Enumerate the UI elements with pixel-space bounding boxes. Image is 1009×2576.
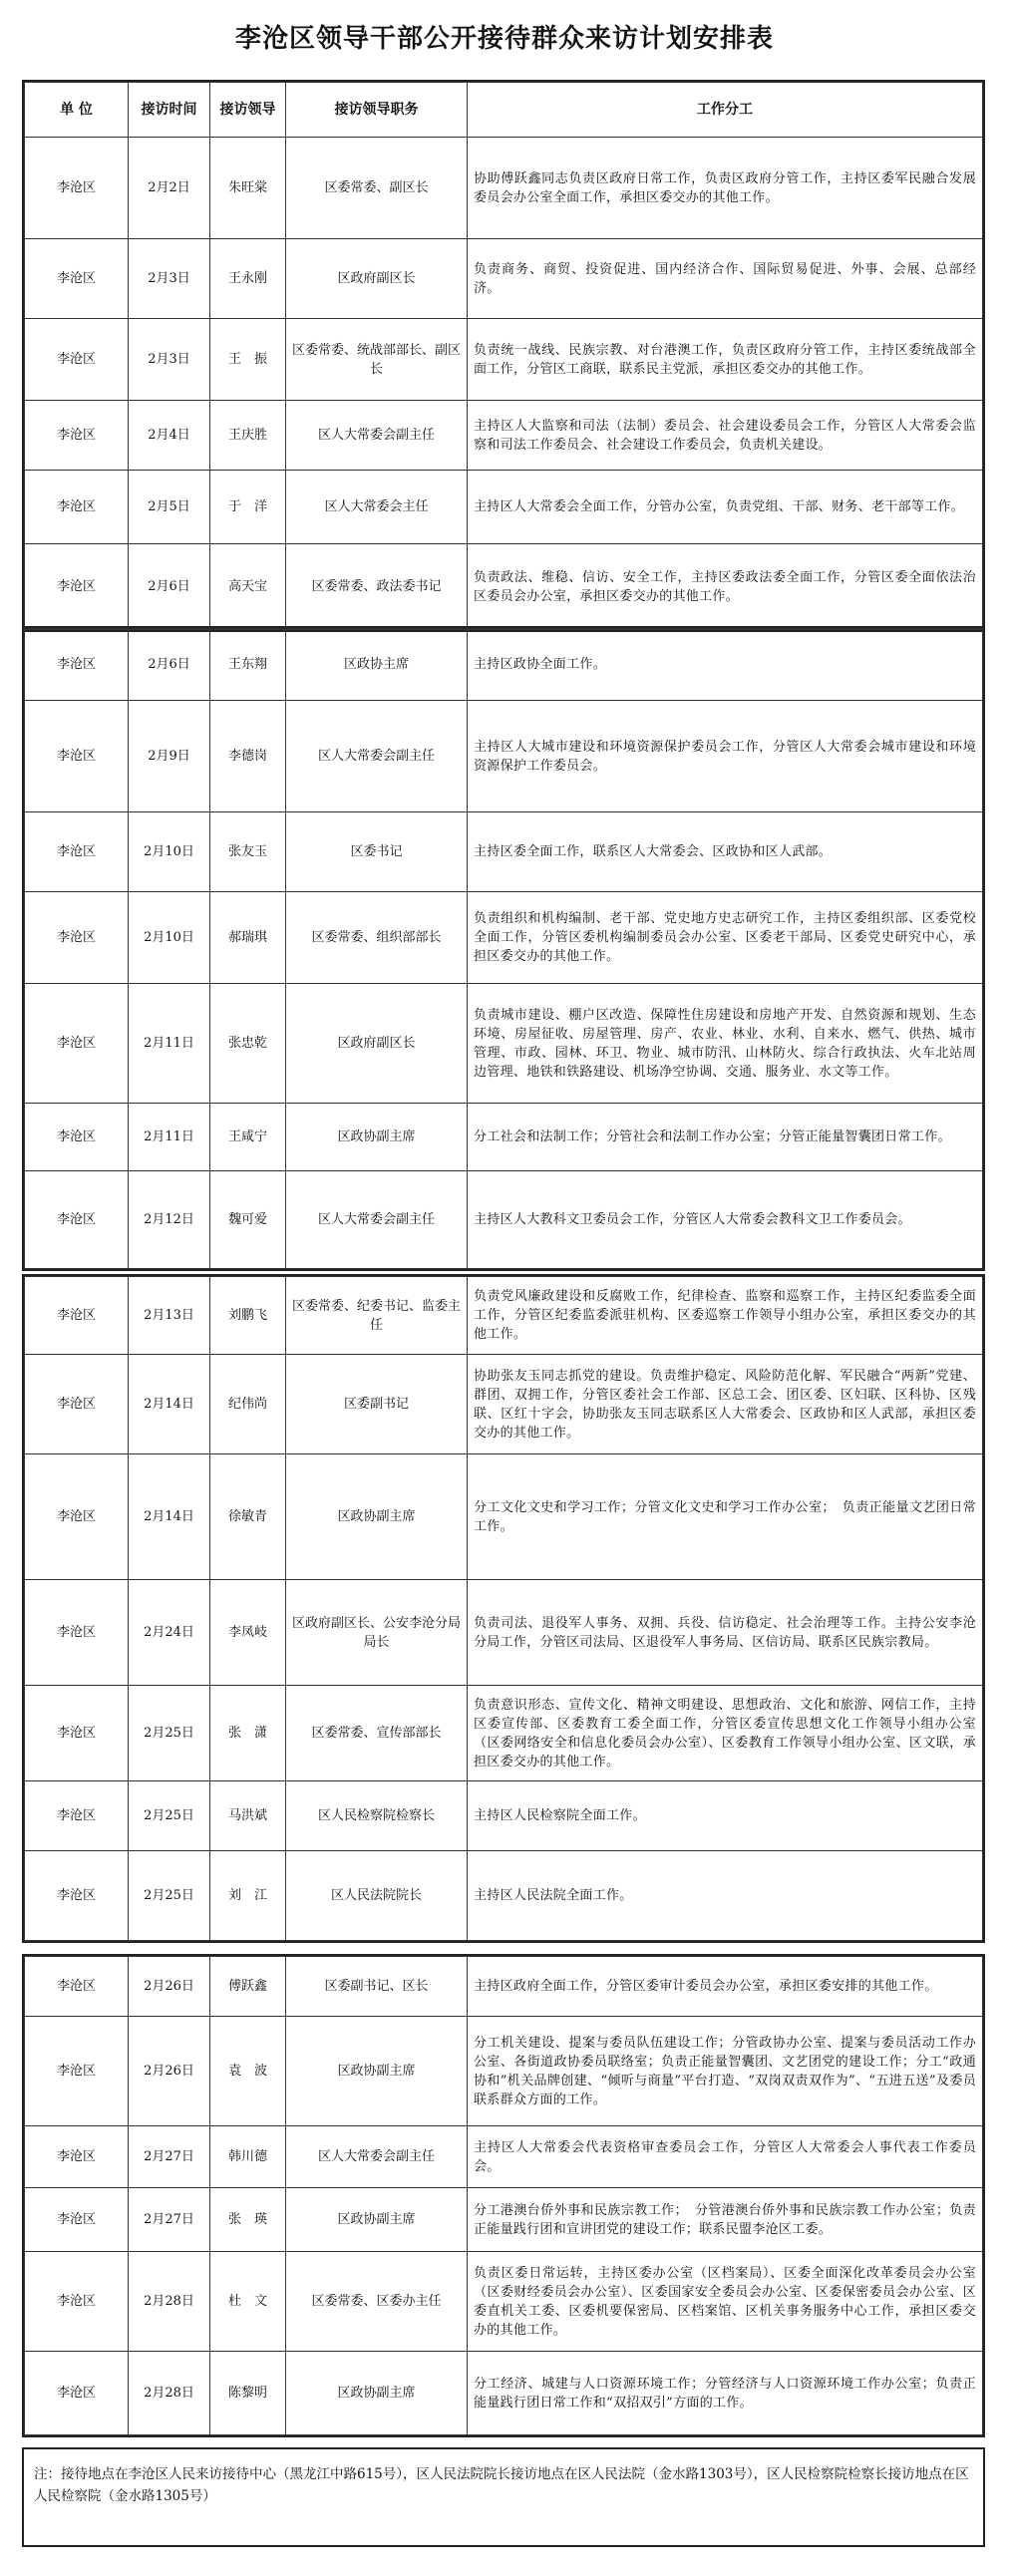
cell-unit: 李沧区 bbox=[25, 1851, 129, 1941]
table-row bbox=[25, 401, 983, 471]
cell-position: 区委常委、政法委书记 bbox=[286, 544, 468, 630]
cell-leader: 王 振 bbox=[210, 319, 286, 401]
cell-position: 区人大常委会主任 bbox=[286, 471, 468, 544]
cell-date: 2月28日 bbox=[129, 2252, 210, 2352]
cell-date: 2月11日 bbox=[129, 984, 210, 1104]
header-date: 接访时间 bbox=[129, 83, 210, 138]
table-row bbox=[25, 1580, 983, 1686]
cell-unit: 李沧区 bbox=[25, 1580, 129, 1686]
cell-duties: 主持区人大监察和司法（法制）委员会、社会建设委员会工作，分管区人大常委会监察和司法工作委员会、社会建设工作委员会，负责机关建设。 bbox=[468, 401, 983, 471]
table-row bbox=[25, 1104, 983, 1171]
cell-position: 区委副书记 bbox=[286, 1355, 468, 1454]
cell-duties: 主持区人民检察院全面工作。 bbox=[468, 1781, 983, 1851]
cell-leader: 韩川德 bbox=[210, 2126, 286, 2188]
schedule-table-3 bbox=[24, 1276, 983, 1941]
schedule-block-4 bbox=[22, 1954, 985, 2437]
cell-duties: 负责党风廉政建设和反腐败工作，纪律检查、监察和巡察工作，主持区纪委监委全面工作，分管区纪委监委派驻机构、区委巡察工作领导小组办公室，承担区委交办的其他工作。 bbox=[468, 1277, 983, 1355]
cell-unit: 李沧区 bbox=[25, 1171, 129, 1269]
cell-date: 2月25日 bbox=[129, 1686, 210, 1781]
cell-position: 区人大常委会副主任 bbox=[286, 1171, 468, 1269]
cell-duties: 负责组织和机构编制、老干部、党史地方史志研究工作，主持区委组织部、区委党校全面工作，分管区委机构编制委员会办公室、区委老干部局、区委党史研究中心，承担区委交办的其他工作。 bbox=[468, 892, 983, 984]
cell-unit: 李沧区 bbox=[25, 629, 129, 701]
cell-duties: 分工港澳台侨外事和民族宗教工作； 分管港澳台侨外事和民族宗教工作办公室；负责正能量践行团和宣讲团党的建设工作；联系民盟李沧区工委。 bbox=[468, 2188, 983, 2252]
cell-position: 区委常委、组织部部长 bbox=[286, 892, 468, 984]
cell-duties: 负责政法、维稳、信访、安全工作，主持区委政法委全面工作，分管区委全面依法治区委员会办公室，承担区委交办的其他工作。 bbox=[468, 544, 983, 630]
cell-date: 2月11日 bbox=[129, 1104, 210, 1171]
table-header-row bbox=[25, 83, 983, 138]
cell-duties: 协助张友玉同志抓党的建设。负责维护稳定、风险防范化解、军民融合“两新”党建、群团、双拥工作，分管区委社会工作部、区总工会、团区委、区妇联、区科协、区残联、区红十字会，协助张友玉同志联系区人大常委会、区政协和区人武部，承担区委交办的其他工作。 bbox=[468, 1355, 983, 1454]
cell-date: 2月6日 bbox=[129, 629, 210, 701]
cell-duties: 分工机关建设、提案与委员队伍建设工作；分管政协办公室、提案与委员活动工作办公室、各街道政协委员联络室；负责正能量智囊团、文艺团党的建设工作；分工“政通协和”机关品牌创建、“倾听与商量”平台打造、“双岗双责双作为”、“五进五送”及委员联系群众方面的工作。 bbox=[468, 2017, 983, 2126]
cell-date: 2月24日 bbox=[129, 1580, 210, 1686]
cell-position: 区委常委、区委办主任 bbox=[286, 2252, 468, 2352]
table-row bbox=[25, 629, 983, 701]
cell-position: 区政协主席 bbox=[286, 629, 468, 701]
cell-date: 2月6日 bbox=[129, 544, 210, 630]
cell-position: 区人民检察院检察长 bbox=[286, 1781, 468, 1851]
table-row bbox=[25, 1277, 983, 1355]
cell-leader: 李德岗 bbox=[210, 701, 286, 812]
table-row bbox=[25, 2126, 983, 2188]
cell-position: 区委常委、宣传部部长 bbox=[286, 1686, 468, 1781]
cell-leader: 纪伟尚 bbox=[210, 1355, 286, 1454]
cell-leader: 杜 文 bbox=[210, 2252, 286, 2352]
cell-duties: 负责司法、退役军人事务、双拥、兵役、信访稳定、社会治理等工作。主持公安李沧分局工作，分管区司法局、区退役军人事务局、区信访局、联系区民族宗教局。 bbox=[468, 1580, 983, 1686]
cell-unit: 李沧区 bbox=[25, 1686, 129, 1781]
header-unit: 单 位 bbox=[25, 83, 129, 138]
cell-position: 区人大常委会副主任 bbox=[286, 701, 468, 812]
cell-date: 2月4日 bbox=[129, 401, 210, 471]
cell-unit: 李沧区 bbox=[25, 701, 129, 812]
table-row bbox=[25, 2188, 983, 2252]
cell-leader: 徐敏青 bbox=[210, 1454, 286, 1580]
cell-date: 2月28日 bbox=[129, 2352, 210, 2435]
cell-date: 2月27日 bbox=[129, 2188, 210, 2252]
table-row bbox=[25, 1355, 983, 1454]
cell-leader: 张忠乾 bbox=[210, 984, 286, 1104]
cell-unit: 李沧区 bbox=[25, 401, 129, 471]
table-row bbox=[25, 138, 983, 239]
cell-unit: 李沧区 bbox=[25, 2188, 129, 2252]
table-row bbox=[25, 984, 983, 1104]
table-row bbox=[25, 319, 983, 401]
table-row bbox=[25, 892, 983, 984]
table-row bbox=[25, 239, 983, 319]
table-row bbox=[25, 2252, 983, 2352]
table-row bbox=[25, 2352, 983, 2435]
cell-unit: 李沧区 bbox=[25, 1781, 129, 1851]
table-row bbox=[25, 1781, 983, 1851]
cell-position: 区人大常委会副主任 bbox=[286, 401, 468, 471]
cell-leader: 于 洋 bbox=[210, 471, 286, 544]
cell-leader: 陈黎明 bbox=[210, 2352, 286, 2435]
cell-duties: 主持区政府全面工作，分管区委审计委员会办公室，承担区委安排的其他工作。 bbox=[468, 1957, 983, 2017]
cell-date: 2月12日 bbox=[129, 1171, 210, 1269]
cell-unit: 李沧区 bbox=[25, 138, 129, 239]
table-row bbox=[25, 1851, 983, 1941]
schedule-table-1 bbox=[24, 82, 983, 630]
cell-duties: 主持区人大常委会代表资格审查委员会工作，分管区人大常委会人事代表工作委员会。 bbox=[468, 2126, 983, 2188]
cell-leader: 张友玉 bbox=[210, 812, 286, 892]
cell-position: 区政协副主席 bbox=[286, 1104, 468, 1171]
cell-date: 2月10日 bbox=[129, 812, 210, 892]
table-row bbox=[25, 471, 983, 544]
cell-position: 区委副书记、区长 bbox=[286, 1957, 468, 2017]
cell-leader: 张 瑛 bbox=[210, 2188, 286, 2252]
cell-position: 区委常委、副区长 bbox=[286, 138, 468, 239]
cell-date: 2月9日 bbox=[129, 701, 210, 812]
cell-position: 区委常委、统战部部长、副区长 bbox=[286, 319, 468, 401]
table-row bbox=[25, 544, 983, 630]
cell-date: 2月25日 bbox=[129, 1781, 210, 1851]
cell-date: 2月3日 bbox=[129, 319, 210, 401]
cell-leader: 魏可爱 bbox=[210, 1171, 286, 1269]
header-duties: 工作分工 bbox=[468, 83, 983, 138]
cell-duties: 主持区人大教科文卫委员会工作，分管区人大常委会教科文卫工作委员会。 bbox=[468, 1171, 983, 1269]
cell-date: 2月14日 bbox=[129, 1355, 210, 1454]
cell-duties: 负责区委日常运转，主持区委办公室（区档案局）、区委全面深化改革委员会办公室（区委财经委员会办公室）、区委国家安全委员会办公室、区委保密委员会办公室、区委直机关工委、区委机要保密局、区档案馆、区机关事务服务中心工作，承担区委交办的其他工作。 bbox=[468, 2252, 983, 2352]
table-row bbox=[25, 1454, 983, 1580]
cell-date: 2月3日 bbox=[129, 239, 210, 319]
schedule-block-3 bbox=[22, 1274, 985, 1943]
cell-position: 区政协副主席 bbox=[286, 2352, 468, 2435]
cell-leader: 马洪斌 bbox=[210, 1781, 286, 1851]
page-title: 李沧区领导干部公开接待群众来访计划安排表 bbox=[234, 24, 774, 54]
cell-leader: 郝瑞琪 bbox=[210, 892, 286, 984]
cell-leader: 袁 波 bbox=[210, 2017, 286, 2126]
cell-duties: 负责城市建设、棚户区改造、保障性住房建设和房地产开发、自然资源和规划、生态环境、房屋征收、房屋管理、房产、农业、林业、水利、自来水、燃气、供热、城市管理、市政、园林、环卫、物业、城市防汛、山林防火、综合行政执法、火车北站周边管理、地铁和铁路建设、机场净空协调、交通、服务业、水文等工作。 bbox=[468, 984, 983, 1104]
cell-position: 区政府副区长、公安李沧分局局长 bbox=[286, 1580, 468, 1686]
schedule-block-1 bbox=[22, 80, 985, 632]
cell-leader: 傅跃鑫 bbox=[210, 1957, 286, 2017]
cell-leader: 王咸宁 bbox=[210, 1104, 286, 1171]
cell-leader: 朱旺棠 bbox=[210, 138, 286, 239]
table-row bbox=[25, 812, 983, 892]
cell-position: 区政府副区长 bbox=[286, 984, 468, 1104]
table-row bbox=[25, 701, 983, 812]
cell-duties: 负责商务、商贸、投资促进、国内经济合作、国际贸易促进、外事、会展、总部经济。 bbox=[468, 239, 983, 319]
cell-leader: 高天宝 bbox=[210, 544, 286, 630]
cell-position: 区人大常委会副主任 bbox=[286, 2126, 468, 2188]
cell-date: 2月14日 bbox=[129, 1454, 210, 1580]
cell-duties: 分工社会和法制工作；分管社会和法制工作办公室；分管正能量智囊团日常工作。 bbox=[468, 1104, 983, 1171]
cell-unit: 李沧区 bbox=[25, 1957, 129, 2017]
cell-leader: 李凤岐 bbox=[210, 1580, 286, 1686]
cell-date: 2月10日 bbox=[129, 892, 210, 984]
cell-unit: 李沧区 bbox=[25, 2352, 129, 2435]
cell-position: 区人民法院院长 bbox=[286, 1851, 468, 1941]
cell-date: 2月26日 bbox=[129, 1957, 210, 2017]
cell-unit: 李沧区 bbox=[25, 812, 129, 892]
cell-date: 2月2日 bbox=[129, 138, 210, 239]
cell-position: 区政协副主席 bbox=[286, 2017, 468, 2126]
cell-unit: 李沧区 bbox=[25, 1355, 129, 1454]
cell-leader: 刘鹏飞 bbox=[210, 1277, 286, 1355]
schedule-block-2 bbox=[22, 626, 985, 1271]
cell-duties: 分工文化文史和学习工作；分管文化文史和学习工作办公室； 负责正能量文艺团日常工作。 bbox=[468, 1454, 983, 1580]
cell-date: 2月5日 bbox=[129, 471, 210, 544]
cell-unit: 李沧区 bbox=[25, 984, 129, 1104]
cell-unit: 李沧区 bbox=[25, 2017, 129, 2126]
cell-position: 区政府副区长 bbox=[286, 239, 468, 319]
header-position: 接访领导职务 bbox=[286, 83, 468, 138]
cell-leader: 刘 江 bbox=[210, 1851, 286, 1941]
cell-date: 2月13日 bbox=[129, 1277, 210, 1355]
cell-duties: 主持区委全面工作，联系区人大常委会、区政协和区人武部。 bbox=[468, 812, 983, 892]
cell-unit: 李沧区 bbox=[25, 1454, 129, 1580]
cell-leader: 王庆胜 bbox=[210, 401, 286, 471]
cell-leader: 王永刚 bbox=[210, 239, 286, 319]
table-row bbox=[25, 1686, 983, 1781]
schedule-table-4 bbox=[24, 1956, 983, 2435]
cell-duties: 主持区人大城市建设和环境资源保护委员会工作，分管区人大常委会城市建设和环境资源保护工作委员会。 bbox=[468, 701, 983, 812]
cell-unit: 李沧区 bbox=[25, 2252, 129, 2352]
cell-unit: 李沧区 bbox=[25, 471, 129, 544]
cell-unit: 李沧区 bbox=[25, 544, 129, 630]
table-row bbox=[25, 1171, 983, 1269]
cell-date: 2月26日 bbox=[129, 2017, 210, 2126]
table-row bbox=[25, 2017, 983, 2126]
cell-date: 2月27日 bbox=[129, 2126, 210, 2188]
cell-duties: 分工经济、城建与人口资源环境工作；分管经济与人口资源环境工作办公室；负责正能量践行团日常工作和“双招双引”方面的工作。 bbox=[468, 2352, 983, 2435]
cell-duties: 负责意识形态、宣传文化、精神文明建设、思想政治、文化和旅游、网信工作，主持区委宣传部、区委教育工委全面工作，分管区委宣传思想文化工作领导小组办公室（区委网络安全和信息化委员会办公室）、区委教育工作领导小组办公室、区文联，承担区委交办的其他工作。 bbox=[468, 1686, 983, 1781]
cell-unit: 李沧区 bbox=[25, 892, 129, 984]
cell-duties: 主持区政协全面工作。 bbox=[468, 629, 983, 701]
cell-leader: 王东翔 bbox=[210, 629, 286, 701]
cell-unit: 李沧区 bbox=[25, 1277, 129, 1355]
cell-date: 2月25日 bbox=[129, 1851, 210, 1941]
cell-duties: 协助傅跃鑫同志负责区政府日常工作，负责区政府分管工作，主持区委军民融合发展委员会办公室全面工作，承担区委交办的其他工作。 bbox=[468, 138, 983, 239]
cell-unit: 李沧区 bbox=[25, 2126, 129, 2188]
cell-position: 区政协副主席 bbox=[286, 2188, 468, 2252]
table-row bbox=[25, 1957, 983, 2017]
cell-leader: 张 潇 bbox=[210, 1686, 286, 1781]
cell-unit: 李沧区 bbox=[25, 319, 129, 401]
cell-unit: 李沧区 bbox=[25, 239, 129, 319]
cell-duties: 主持区人大常委会全面工作，分管办公室，负责党组、干部、财务、老干部等工作。 bbox=[468, 471, 983, 544]
cell-unit: 李沧区 bbox=[25, 1104, 129, 1171]
header-leader: 接访领导 bbox=[210, 83, 286, 138]
schedule-table-2 bbox=[24, 628, 983, 1269]
footnote: 注：接待地点在李沧区人民来访接待中心（黑龙江中路615号），区人民法院院长接访地点在区人民法院（金水路1303号），区人民检察院检察长接访地点在区人民检察院（金水路1305号） bbox=[22, 2447, 985, 2547]
cell-position: 区政协副主席 bbox=[286, 1454, 468, 1580]
cell-duties: 负责统一战线、民族宗教、对台港澳工作，负责区政府分管工作，主持区委统战部全面工作，分管区工商联，联系民主党派，承担区委交办的其他工作。 bbox=[468, 319, 983, 401]
cell-position: 区委常委、纪委书记、监委主任 bbox=[286, 1277, 468, 1355]
cell-duties: 主持区人民法院全面工作。 bbox=[468, 1851, 983, 1941]
cell-position: 区委书记 bbox=[286, 812, 468, 892]
